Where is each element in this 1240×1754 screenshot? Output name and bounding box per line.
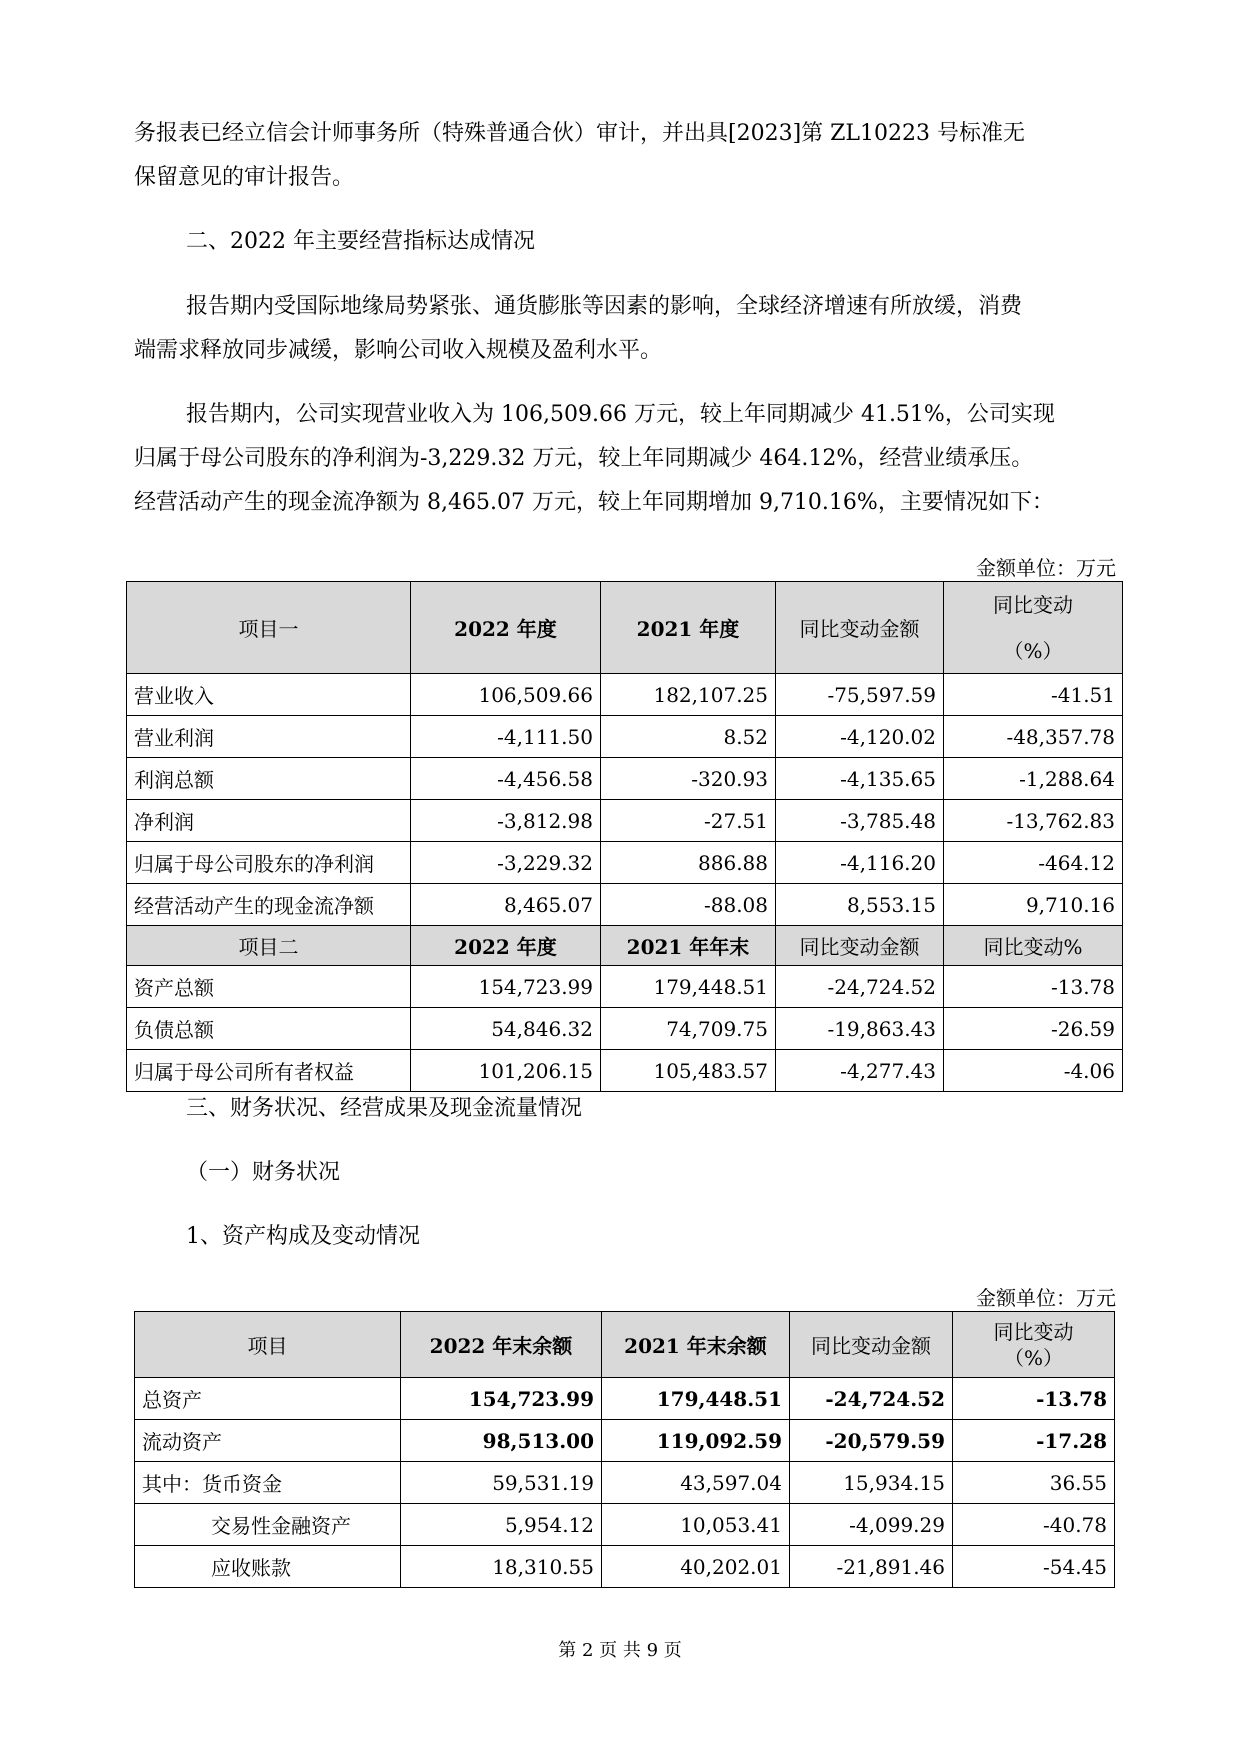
row-label: 营业收入 xyxy=(127,674,411,716)
section-heading: 三、财务状况、经营成果及现金流量情况 xyxy=(186,1096,583,1121)
row-label: 归属于母公司股东的净利润 xyxy=(127,842,411,884)
row-label: 归属于母公司所有者权益 xyxy=(127,1050,411,1092)
table-row xyxy=(127,966,1123,1008)
subsection-heading: 1、资产构成及变动情况 xyxy=(186,1224,420,1249)
value-cell: -88.08 xyxy=(601,884,776,926)
paragraph-line: 归属于母公司股东的净利润为-3,229.32 万元，较上年同期减少 464.12%，经营业绩承压。 xyxy=(134,446,1034,471)
value-cell: -4,111.50 xyxy=(411,716,601,758)
header-pct-top: 同比变动 xyxy=(993,1319,1074,1344)
value-cell: -40.78 xyxy=(953,1504,1115,1546)
value-cell: -75,597.59 xyxy=(776,674,944,716)
value-cell: 105,483.57 xyxy=(601,1050,776,1092)
value-cell: 18,310.55 xyxy=(401,1546,602,1588)
value-cell: -320.93 xyxy=(601,758,776,800)
row-label: 总资产 xyxy=(135,1378,401,1420)
row-label: 交易性金融资产 xyxy=(135,1504,401,1546)
value-cell: 179,448.51 xyxy=(602,1378,790,1420)
row-label: 利润总额 xyxy=(127,758,411,800)
table-row xyxy=(127,674,1123,716)
table-row xyxy=(135,1378,1115,1420)
table-header-row xyxy=(135,1312,1115,1378)
value-cell: -26.59 xyxy=(944,1008,1123,1050)
header-cell: 同比变动金额 xyxy=(776,926,944,966)
value-cell: 154,723.99 xyxy=(411,966,601,1008)
value-cell: -41.51 xyxy=(944,674,1123,716)
table-row xyxy=(127,884,1123,926)
header-cell: 项目二 xyxy=(127,926,411,966)
row-label: 净利润 xyxy=(127,800,411,842)
value-cell: -3,785.48 xyxy=(776,800,944,842)
value-cell: 74,709.75 xyxy=(601,1008,776,1050)
value-cell: -21,891.46 xyxy=(790,1546,953,1588)
value-cell: -24,724.52 xyxy=(790,1378,953,1420)
header-cell: 同比变动% xyxy=(944,926,1123,966)
amount-unit-label: 金额单位：万元 xyxy=(976,556,1116,580)
row-label: 其中：货币资金 xyxy=(135,1462,401,1504)
value-cell: 43,597.04 xyxy=(602,1462,790,1504)
value-cell: -4,456.58 xyxy=(411,758,601,800)
header-cell: 项目一 xyxy=(127,582,411,674)
row-label: 资产总额 xyxy=(127,966,411,1008)
value-cell: -24,724.52 xyxy=(776,966,944,1008)
value-cell: -4.06 xyxy=(944,1050,1123,1092)
value-cell: -27.51 xyxy=(601,800,776,842)
value-cell: 59,531.19 xyxy=(401,1462,602,1504)
header-cell-pct xyxy=(953,1312,1115,1378)
value-cell: -4,277.43 xyxy=(776,1050,944,1092)
value-cell: 106,509.66 xyxy=(411,674,601,716)
table-row xyxy=(127,1008,1123,1050)
subsection-heading: （一）财务状况 xyxy=(186,1160,341,1185)
table-row xyxy=(127,1050,1123,1092)
value-cell: 10,053.41 xyxy=(602,1504,790,1546)
value-cell: -20,579.59 xyxy=(790,1420,953,1462)
header-cell: 2022 年末余额 xyxy=(401,1312,602,1378)
value-cell: 154,723.99 xyxy=(401,1378,602,1420)
paragraph-line: 端需求释放同步减缓，影响公司收入规模及盈利水平。 xyxy=(134,338,663,363)
header-cell: 同比变动金额 xyxy=(776,582,944,674)
value-cell: -19,863.43 xyxy=(776,1008,944,1050)
paragraph-line: 经营活动产生的现金流净额为 8,465.07 万元，较上年同期增加 9,710.16%，主要情况如下： xyxy=(134,490,1054,515)
value-cell: -54.45 xyxy=(953,1546,1115,1588)
paragraph-line: 务报表已经立信会计师事务所（特殊普通合伙）审计，并出具[2023]第 ZL10223 号标准无 xyxy=(134,121,1026,146)
table-row xyxy=(135,1504,1115,1546)
value-cell: 886.88 xyxy=(601,842,776,884)
paragraph-line: 报告期内受国际地缘局势紧张、通货膨胀等因素的影响，全球经济增速有所放缓，消费 xyxy=(186,294,1023,319)
header-cell-pct xyxy=(944,582,1123,674)
value-cell: 8.52 xyxy=(601,716,776,758)
row-label: 流动资产 xyxy=(135,1420,401,1462)
value-cell: -464.12 xyxy=(944,842,1123,884)
amount-unit-label: 金额单位：万元 xyxy=(976,1286,1116,1310)
value-cell: -4,120.02 xyxy=(776,716,944,758)
table-row xyxy=(127,716,1123,758)
header-cell: 2021 年年末 xyxy=(601,926,776,966)
value-cell: -13.78 xyxy=(944,966,1123,1008)
row-label: 经营活动产生的现金流净额 xyxy=(127,884,411,926)
value-cell: -3,812.98 xyxy=(411,800,601,842)
value-cell: -4,099.29 xyxy=(790,1504,953,1546)
header-cell: 2022 年度 xyxy=(411,582,601,674)
value-cell: -48,357.78 xyxy=(944,716,1123,758)
paragraph-line: 保留意见的审计报告。 xyxy=(134,165,355,190)
value-cell: 8,465.07 xyxy=(411,884,601,926)
header-cell: 2021 年末余额 xyxy=(602,1312,790,1378)
header-cell: 同比变动金额 xyxy=(790,1312,953,1378)
table-row xyxy=(135,1462,1115,1504)
header-cell: 2021 年度 xyxy=(601,582,776,674)
value-cell: -4,116.20 xyxy=(776,842,944,884)
value-cell: 182,107.25 xyxy=(601,674,776,716)
table-row xyxy=(127,758,1123,800)
value-cell: 9,710.16 xyxy=(944,884,1123,926)
header-pct-bottom: （%） xyxy=(1003,638,1063,663)
table-subheader-row xyxy=(127,926,1123,966)
operating-indicators-table xyxy=(126,581,1123,1092)
value-cell: 8,553.15 xyxy=(776,884,944,926)
value-cell: 54,846.32 xyxy=(411,1008,601,1050)
value-cell: 36.55 xyxy=(953,1462,1115,1504)
header-pct-bottom: （%） xyxy=(1003,1345,1063,1370)
asset-composition-table xyxy=(134,1311,1115,1588)
row-label: 应收账款 xyxy=(135,1546,401,1588)
section-heading: 二、2022 年主要经营指标达成情况 xyxy=(186,229,535,254)
value-cell: -1,288.64 xyxy=(944,758,1123,800)
value-cell: -13,762.83 xyxy=(944,800,1123,842)
table-row xyxy=(135,1546,1115,1588)
value-cell: 179,448.51 xyxy=(601,966,776,1008)
header-cell: 项目 xyxy=(135,1312,401,1378)
value-cell: 101,206.15 xyxy=(411,1050,601,1092)
table-row xyxy=(127,842,1123,884)
page-number-footer: 第 2 页 共 9 页 xyxy=(558,1640,682,1661)
row-label: 营业利润 xyxy=(127,716,411,758)
table-header-row xyxy=(127,582,1123,674)
table-row xyxy=(135,1420,1115,1462)
value-cell: -4,135.65 xyxy=(776,758,944,800)
value-cell: 40,202.01 xyxy=(602,1546,790,1588)
value-cell: 98,513.00 xyxy=(401,1420,602,1462)
value-cell: -13.78 xyxy=(953,1378,1115,1420)
value-cell: 119,092.59 xyxy=(602,1420,790,1462)
header-pct-top: 同比变动 xyxy=(993,592,1073,617)
table-row xyxy=(127,800,1123,842)
paragraph-line: 报告期内，公司实现营业收入为 106,509.66 万元，较上年同期减少 41.51%，公司实现 xyxy=(186,402,1055,427)
header-cell: 2022 年度 xyxy=(411,926,601,966)
value-cell: 15,934.15 xyxy=(790,1462,953,1504)
row-label: 负债总额 xyxy=(127,1008,411,1050)
value-cell: 5,954.12 xyxy=(401,1504,602,1546)
value-cell: -3,229.32 xyxy=(411,842,601,884)
value-cell: -17.28 xyxy=(953,1420,1115,1462)
